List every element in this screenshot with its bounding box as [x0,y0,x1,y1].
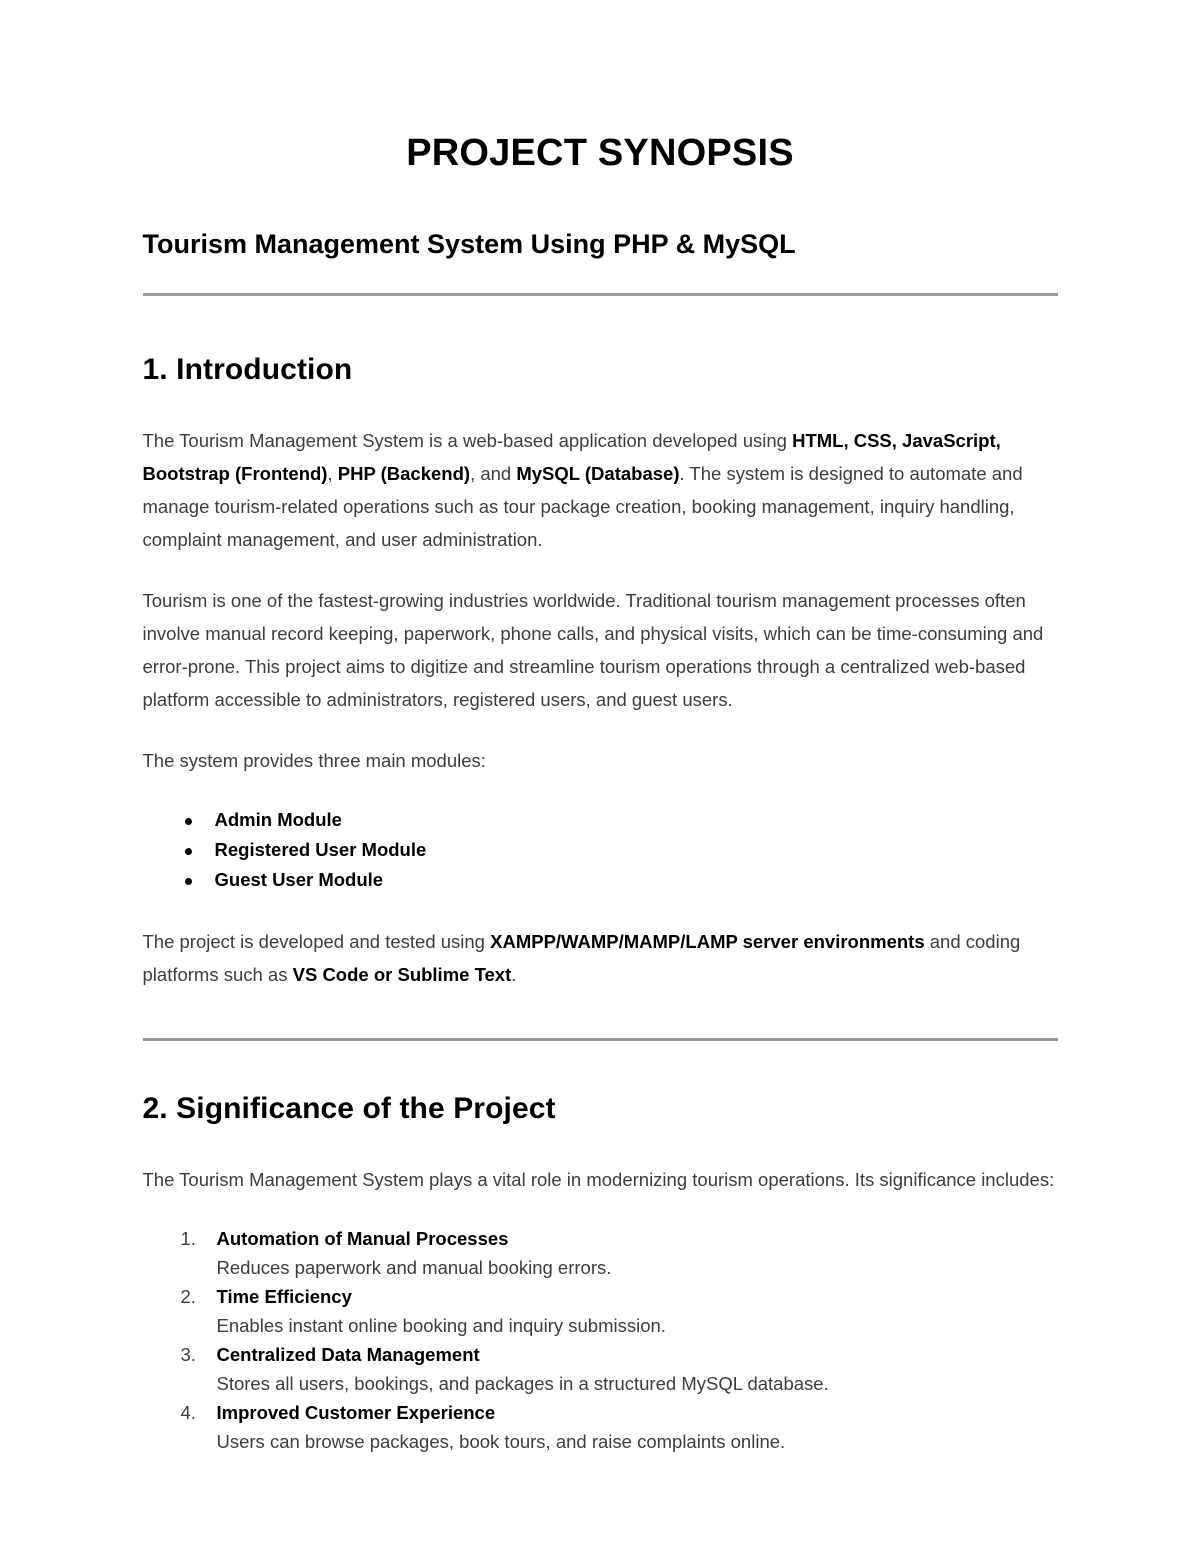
intro-paragraph-4 [143,925,1058,991]
significance-item-description: Stores all users, bookings, and packages in a structured MySQL database. [216,1373,829,1395]
list-item [181,1398,1058,1456]
significance-item-title: Automation of Manual Processes [216,1228,509,1250]
section-significance [143,1091,1058,1456]
significance-item-title: Centralized Data Management [216,1344,480,1366]
module-label: Registered User Module [214,839,427,861]
intro-p1-text-3: , and [470,463,517,485]
section-introduction [143,352,1058,991]
module-label: Admin Module [214,809,342,831]
divider-top [143,293,1058,296]
module-label: Guest User Module [214,869,384,891]
intro-paragraph-2: Tourism is one of the fastest-growing industries worldwide. Traditional tourism management processes often involve manual record keeping, paperwork, phone calls, and physical visits, which can be time-consuming and error-prone. This project aims to digitize and streamline tourism operations through a centralized web-based platform accessible to administrators, registered users, and guest users. [142,590,1044,711]
page-subtitle: Tourism Management System Using PHP & MySQL [142,228,796,259]
divider-middle [143,1038,1058,1041]
section-heading-significance: 2. Significance of the Project [142,1092,556,1126]
intro-p1-text-2: , [327,463,338,485]
list-item [181,1340,1058,1398]
significance-item-title: Time Efficiency [216,1286,352,1308]
intro-p4-bold-2: VS Code or Sublime Text [292,964,512,986]
modules-list [143,805,1058,895]
intro-p4-text-2: and coding platforms such as [142,931,1021,986]
list-item [185,835,1058,865]
list-item [185,805,1058,835]
intro-p4-text-1: The project is developed and tested using [142,931,491,953]
intro-p1-text-4: . The system is designed to automate and manage tourism-related operations such as tour package creation, booking management, inquiry handling, complaint management, and user administration. [142,463,1023,551]
significance-item-description: Enables instant online booking and inquiry submission. [216,1315,666,1337]
intro-paragraph-3: The system provides three main modules: [142,750,486,772]
section-heading-introduction: 1. Introduction [142,353,353,387]
intro-p4-text-3: . [511,964,517,986]
significance-item-description: Users can browse packages, book tours, and raise complaints online. [216,1431,786,1453]
list-item [181,1224,1058,1282]
significance-paragraph-1: The Tourism Management System plays a vital role in modernizing tourism operations. Its significance includes: [142,1169,1055,1191]
intro-p1-bold-1: HTML, CSS, JavaScript, Bootstrap (Frontend) [142,430,1001,485]
document-body [143,0,1058,1456]
significance-item-description: Reduces paperwork and manual booking errors. [216,1257,612,1279]
page-title: PROJECT SYNOPSIS [406,132,794,174]
intro-p4-bold-1: XAMPP/WAMP/MAMP/LAMP server environments [490,931,925,953]
intro-p1-text-1: The Tourism Management System is a web-based application developed using [142,430,793,452]
intro-paragraph-1 [143,424,1058,556]
significance-list [143,1224,1058,1456]
significance-item-title: Improved Customer Experience [216,1402,496,1424]
intro-p1-bold-2: PHP (Backend) [337,463,471,485]
intro-p1-bold-3: MySQL (Database) [516,463,680,485]
list-item [181,1282,1058,1340]
list-item [185,865,1058,895]
